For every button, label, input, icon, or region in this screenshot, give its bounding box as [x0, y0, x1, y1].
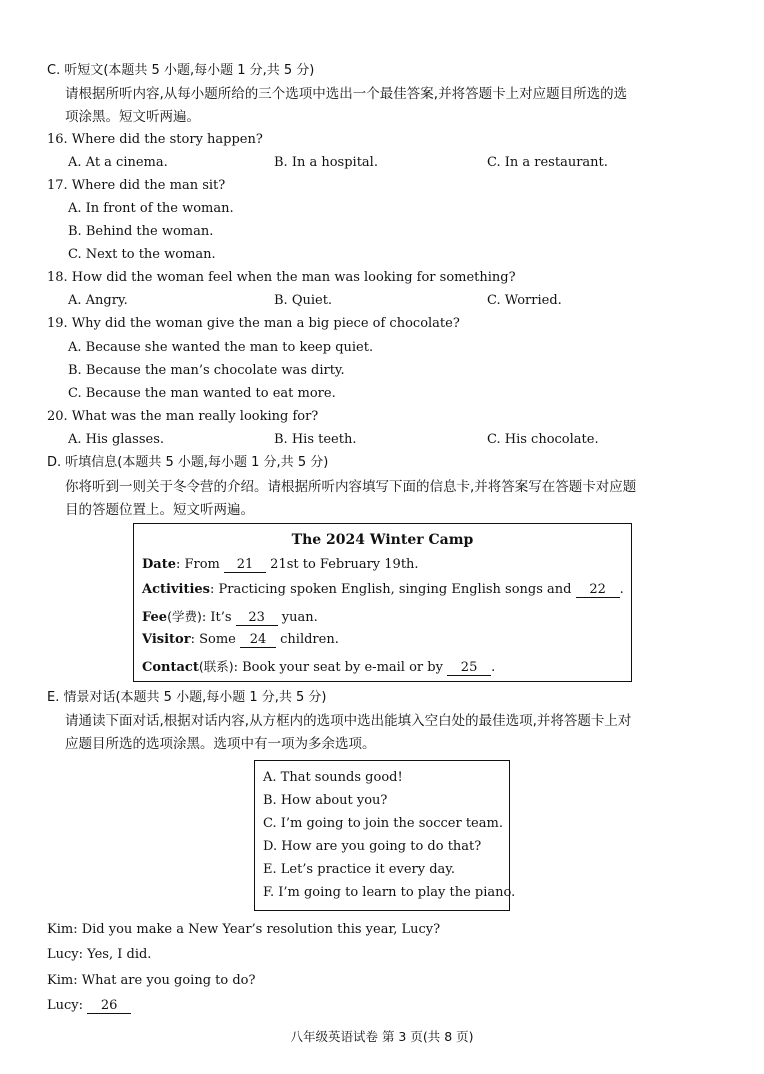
- fee-cn: (学费): [167, 609, 202, 624]
- question-20-stem: 20. What was the man really looking for?: [47, 409, 319, 424]
- dialogue-text: : Did you make a New Year’s resolution this year, Lucy?: [73, 922, 441, 937]
- question-16-option-a: A. At a cinema.: [68, 155, 168, 170]
- answer-blank-21[interactable]: 21: [224, 557, 266, 573]
- dialogue-text: : What are you going to do?: [73, 973, 256, 988]
- dialogue-line-4: [47, 997, 131, 1015]
- section-e-heading: E. 情景对话(本题共 5 小题,每小题 1 分,共 5 分): [47, 690, 327, 705]
- question-18-option-a: A. Angry.: [68, 293, 128, 308]
- question-18-stem: 18. How did the woman feel when the man was looking for something?: [47, 270, 516, 285]
- contact-end: .: [491, 660, 496, 675]
- question-18-option-c: C. Worried.: [487, 293, 562, 308]
- answer-blank-23[interactable]: 23: [236, 610, 278, 626]
- visitor-label: Visitor: [142, 632, 191, 647]
- choice-e: E. Let’s practice it every day.: [263, 862, 456, 877]
- card-row-visitor: [142, 632, 339, 648]
- section-e-instruction-1: 请通读下面对话,根据对话内容,从方框内的选项中选出能填入空白处的最佳选项,并将答题卡上对: [65, 713, 632, 729]
- question-16-option-b: B. In a hospital.: [274, 155, 378, 170]
- question-20-option-c: C. His chocolate.: [487, 432, 599, 447]
- answer-blank-25[interactable]: 25: [447, 660, 491, 676]
- section-c-instruction-1: 请根据所听内容,从每小题所给的三个选项中选出一个最佳答案,并将答题卡上对应题目所选的选: [65, 86, 628, 102]
- dialogue-text: : Yes, I did.: [78, 947, 152, 962]
- question-16-option-c: C. In a restaurant.: [487, 155, 608, 170]
- question-19-option-c: C. Because the man wanted to eat more.: [68, 386, 336, 401]
- speaker-kim: Kim: [47, 973, 74, 988]
- choice-d: D. How are you going to do that?: [263, 839, 482, 854]
- date-post: 21st to February 19th.: [270, 557, 419, 572]
- fee-post: yuan.: [281, 610, 318, 625]
- question-19-stem: 19. Why did the woman give the man a big piece of chocolate?: [47, 316, 460, 331]
- section-d-instruction-1: 你将听到一则关于冬令营的介绍。请根据所听内容填写下面的信息卡,并将答案写在答题卡对应题: [65, 479, 637, 495]
- answer-blank-26[interactable]: 26: [87, 998, 131, 1014]
- visitor-post: children.: [280, 632, 339, 647]
- question-17-option-a: A. In front of the woman.: [68, 201, 234, 216]
- question-17-stem: 17. Where did the man sit?: [47, 178, 226, 193]
- choice-b: B. How about you?: [263, 793, 388, 808]
- question-18-option-b: B. Quiet.: [274, 293, 333, 308]
- question-19-option-a: A. Because she wanted the man to keep quiet.: [68, 340, 374, 355]
- date-label: Date: [142, 557, 176, 572]
- question-20-option-b: B. His teeth.: [274, 432, 357, 447]
- visitor-pre: : Some: [190, 632, 236, 647]
- section-d-heading: D. 听填信息(本题共 5 小题,每小题 1 分,共 5 分): [47, 455, 329, 470]
- speaker-lucy: Lucy: [47, 947, 79, 962]
- contact-text: : Book your seat by e-mail or by: [233, 660, 443, 675]
- card-title: The 2024 Winter Camp: [291, 532, 474, 548]
- speaker-kim: Kim: [47, 922, 74, 937]
- answer-blank-22[interactable]: 22: [576, 582, 620, 598]
- fee-pre: : It’s: [201, 610, 232, 625]
- card-row-fee: [142, 607, 318, 626]
- dialogue-text: :: [78, 998, 84, 1013]
- contact-cn: (联系): [198, 659, 234, 674]
- card-row-contact: [142, 657, 495, 676]
- section-d-instruction-2: 目的答题位置上。短文听两遍。: [65, 502, 254, 518]
- question-19-option-b: B. Because the man’s chocolate was dirty.: [68, 363, 345, 378]
- card-row-date: [142, 557, 419, 573]
- fee-label: Fee: [142, 610, 168, 625]
- question-17-option-b: B. Behind the woman.: [68, 224, 214, 239]
- date-pre: : From: [175, 557, 220, 572]
- winter-camp-info-card: [133, 523, 632, 682]
- dialogue-line-3: [47, 972, 255, 990]
- question-16-stem: 16. Where did the story happen?: [47, 132, 263, 147]
- answer-blank-24[interactable]: 24: [240, 632, 276, 648]
- speaker-lucy: Lucy: [47, 998, 79, 1013]
- page-footer: 八年级英语试卷 第 3 页(共 8 页): [290, 1029, 474, 1044]
- activities-end: .: [619, 582, 624, 597]
- activities-text: : Practicing spoken English, singing English songs and: [209, 582, 572, 597]
- section-c-instruction-2: 项涂黑。短文听两遍。: [65, 109, 200, 125]
- question-20-option-a: A. His glasses.: [68, 432, 165, 447]
- contact-label: Contact: [142, 660, 199, 675]
- card-row-activities: [142, 582, 624, 598]
- choice-a: A. That sounds good!: [263, 770, 403, 785]
- section-c-heading: C. 听短文(本题共 5 小题,每小题 1 分,共 5 分): [47, 63, 315, 78]
- section-e-instruction-2: 应题目所选的选项涂黑。选项中有一项为多余选项。: [65, 736, 376, 752]
- question-17-option-c: C. Next to the woman.: [68, 247, 216, 262]
- dialogue-line-1: [47, 921, 440, 939]
- activities-label: Activities: [142, 582, 210, 597]
- choices-box: [254, 760, 516, 911]
- dialogue-line-2: [47, 946, 151, 964]
- choice-f: F. I’m going to learn to play the piano.: [263, 885, 516, 900]
- choice-c: C. I’m going to join the soccer team.: [263, 816, 503, 831]
